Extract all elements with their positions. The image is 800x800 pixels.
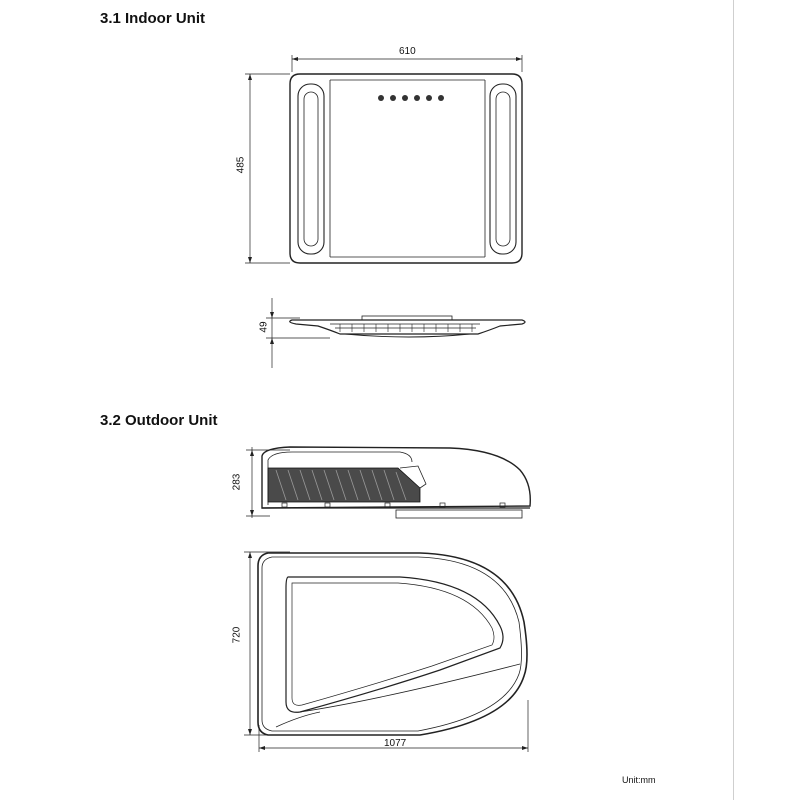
- unit-note: Unit:mm: [622, 775, 656, 785]
- outdoor-height-dimension: 283: [231, 473, 243, 491]
- outdoor-unit-heading: 3.2 Outdoor Unit: [100, 412, 218, 429]
- indoor-depth-dimension: 49: [258, 321, 270, 333]
- indoor-height-dimension: 485: [235, 156, 247, 174]
- indoor-unit-heading: 3.1 Indoor Unit: [100, 10, 205, 27]
- indoor-side-view: [266, 298, 525, 368]
- indoor-width-dimension: 610: [399, 46, 416, 57]
- indicator-lights: [378, 95, 444, 101]
- outdoor-top-view: [244, 552, 528, 752]
- indoor-top-view: [245, 55, 522, 263]
- outdoor-side-view: [246, 447, 530, 518]
- outdoor-width-dimension: 1077: [384, 738, 407, 749]
- outdoor-depth-dimension: 720: [231, 626, 243, 644]
